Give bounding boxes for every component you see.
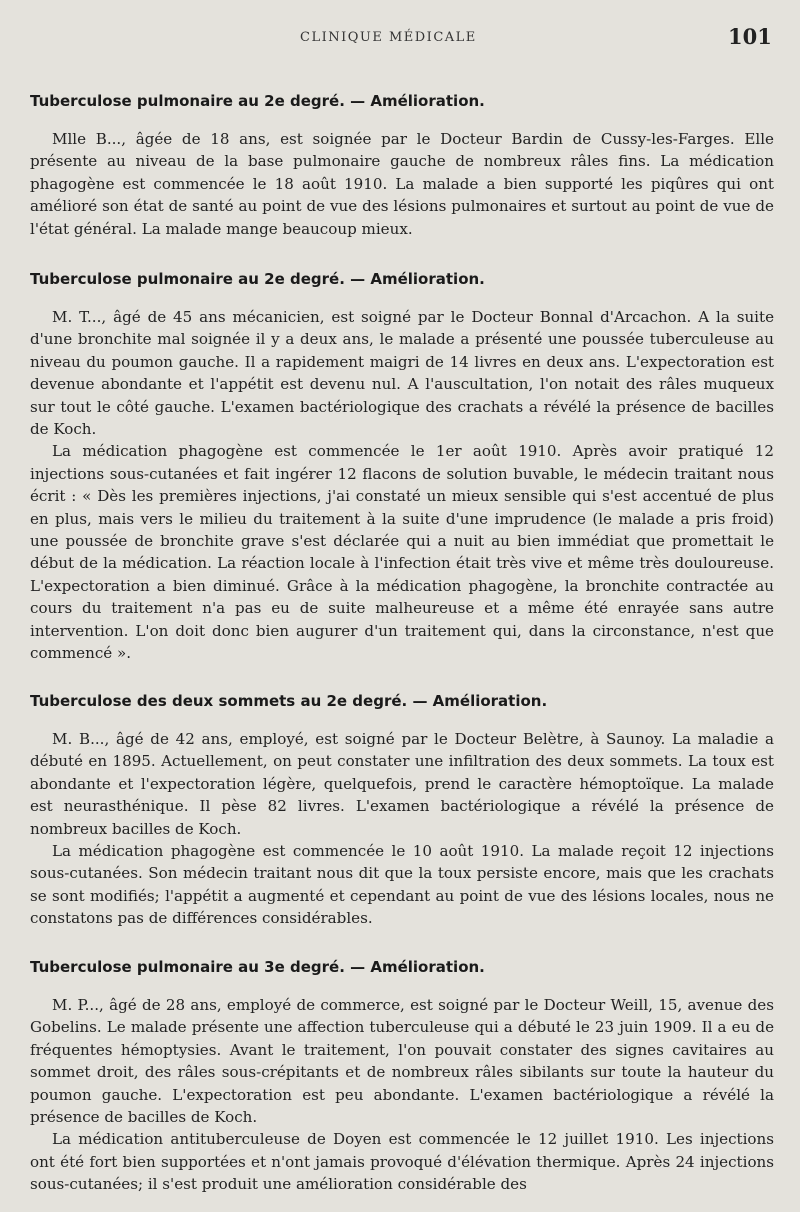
section-heading: Tuberculose des deux sommets au 2e degré. — Amélioration. [30, 692, 548, 710]
paragraph: Mlle B..., âgée de 18 ans, est soignée par le Docteur Bardin de Cussy-les-Farges. Elle présente au niveau de la base pulmonaire gauche de nombreux râles fins. La médication phagogène est commencée le 18 août 1910. La malade a bien supporté les piqûres qui ont amélioré son état de santé au point de vue des lésions pulmonaires et surtout au point de vue de l'état général. La malade mange beaucoup mieux. [30, 130, 774, 238]
paragraph: M. B..., âgé de 42 ans, employé, est soigné par le Docteur Belètre, à Saunoy. La maladie a débuté en 1895. Actuellement, on peut constater une infiltration des deux sommets. La toux est abondante et l'expectoration légère, quelquefois, prend le caractère hémoptoïque. La malade est neurasthénique. Il pèse 82 livres. L'examen bactériologique a révélé la présence de nombreux bacilles de Koch. [30, 730, 774, 838]
running-title: CLINIQUE MÉDICALE [300, 30, 477, 45]
case-section [30, 268, 774, 665]
section-heading: Tuberculose pulmonaire au 3e degré. — Amélioration. [30, 958, 485, 976]
case-section [30, 90, 774, 240]
section-heading: Tuberculose pulmonaire au 2e degré. — Amélioration. [30, 270, 485, 288]
paragraph: La médication phagogène est commencée le 1er août 1910. Après avoir pratiqué 12 injections sous-cutanées et fait ingérer 12 flacons de solution buvable, le médecin traitant nous écrit : « Dès les premières injections, j'ai constaté un mieux sensible qui s'est accentué de plus en plus, mais vers le milieu du traitement à la suite d'une imprudence (le malade a pris froid) une poussée de bronchite grave s'est déclarée qui a nuit au bien immédiat que promettait le début de la médication. La réaction locale à l'infection était très vive et même très douloureuse. L'expectoration a bien diminué. Grâce à la médication phagogène, la bronchite contractée au cours du traitement n'a pas eu de suite malheureuse et a même été enrayée sans autre intervention. L'on doit donc bien augurer d'un traitement qui, dans la circonstance, n'est que commencé ». [30, 442, 774, 663]
paragraph: La médication antituberculeuse de Doyen est commencée le 12 juillet 1910. Les injections ont été fort bien supportées et n'ont jamais provoqué d'élévation thermique. Après 24 injections sous-cutanées; il s'est produit une amélioration considérable des [30, 1130, 774, 1194]
paragraph: M. P..., âgé de 28 ans, employé de commerce, est soigné par le Docteur Weill, 15, avenue des Gobelins. Le malade présente une affection tuberculeuse qui a débuté le 23 juin 1909. Il a eu de fréquentes hémoptysies. Avant le traitement, l'on pouvait constater des signes cavitaires au sommet droit, des râles sous-crépitants et de nombreux râles sibilants sur toute la hauteur du poumon gauche. L'expectoration est peu abondante. L'examen bactériologique a révélé la présence de bacilles de Koch. [30, 996, 774, 1127]
paragraph: La médication phagogène est commencée le 10 août 1910. La malade reçoit 12 injections sous-cutanées. Son médecin traitant nous dit que la toux persiste encore, mais que les crachats se sont modifiés; l'appétit a augmenté et cependant au point de vue des lésions locales, nous ne constatons pas de différences considérables. [30, 842, 774, 928]
case-section [30, 956, 774, 1196]
case-section [30, 690, 774, 930]
section-heading: Tuberculose pulmonaire au 2e degré. — Amélioration. [30, 92, 485, 110]
paragraph: M. T..., âgé de 45 ans mécanicien, est soigné par le Docteur Bonnal d'Arcachon. A la suite d'une bronchite mal soignée il y a deux ans, le malade a présenté une poussée tuberculeuse au niveau du poumon gauche. Il a rapidement maigri de 14 livres en deux ans. L'expectoration est devenue abondante et l'appétit est devenu nul. A l'auscultation, l'on notait des râles muqueux sur tout le côté gauche. L'examen bactériologique des crachats a révélé la présence de bacilles de Koch. [30, 308, 774, 439]
page-number: 101 [728, 24, 772, 49]
page-header [0, 24, 800, 54]
